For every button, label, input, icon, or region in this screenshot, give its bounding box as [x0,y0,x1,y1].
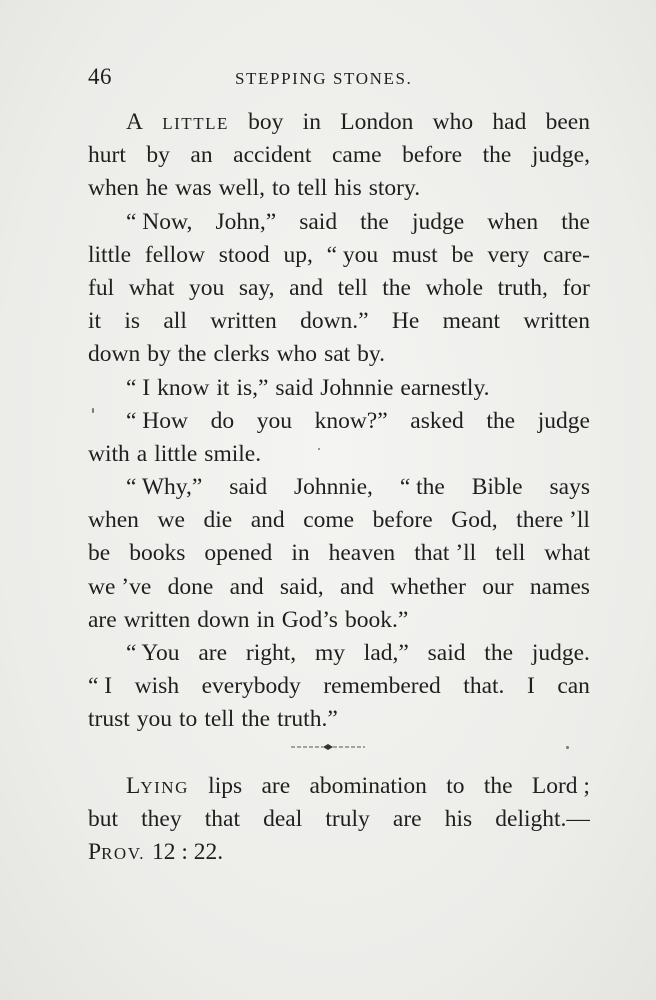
word: down [197,606,250,633]
word: come [303,507,355,534]
word: say, [238,274,275,301]
body-line [88,106,590,139]
word: to [271,175,291,202]
word: “ Why,” [126,474,203,501]
word: said, [279,573,324,600]
word: die [203,507,233,534]
word: all [163,308,187,335]
word: said [229,474,268,501]
print-speck [92,408,94,413]
word: stood [218,241,270,268]
word: opened [204,540,273,567]
word: God, [451,507,498,534]
word: book.” [344,606,409,633]
word: abomination [309,773,427,799]
running-head: STEPPING STONES. [235,69,413,88]
word: are [261,773,291,799]
verse-line [88,803,590,836]
word: and [339,573,374,600]
word: is [124,308,141,335]
word: judge. [531,640,590,666]
word: the [177,341,207,368]
word: London [340,109,414,135]
word: asked [410,407,464,434]
body-line [88,405,590,438]
word: John,” [215,208,277,235]
word: do [210,407,235,434]
word: must [391,241,438,268]
word: judge, [531,142,590,169]
word: He [391,308,420,335]
word: says [549,474,590,501]
word: my [314,640,345,666]
word: in [291,540,310,567]
body-line [88,305,590,338]
word: up, [283,241,313,268]
word: that ’ll [414,540,477,567]
word: God’s [281,606,338,633]
word: Bible [471,474,523,501]
word: remembered [323,673,441,700]
verse-line [88,770,590,803]
word: “ How [126,407,188,434]
word: 12 : 22. [152,839,224,866]
word: when [88,507,139,534]
print-speck [318,448,320,450]
word: but [88,806,119,833]
word: whole [425,274,484,301]
word: what [128,274,175,301]
word: care- [543,241,590,268]
word: we [157,507,185,534]
body-line [88,372,590,405]
word: written [210,308,277,335]
word: PROV. [88,839,146,866]
word: in [256,606,275,633]
word: accident [233,142,312,169]
word: you [136,706,173,733]
word: tell [495,540,526,567]
word: you [256,407,292,434]
word: sat [324,341,351,368]
word: tell [337,274,368,301]
word: is,” [236,374,269,401]
body-line [88,604,590,637]
word: Johnnie, [293,474,373,501]
word: are [392,806,422,833]
word: down [88,341,141,368]
word: by. [357,341,386,368]
body-line [88,571,590,604]
word: can [557,673,590,700]
word: said [299,208,338,235]
page-header [88,64,590,94]
word: came [331,142,382,169]
word: what [544,540,590,567]
word: tell [204,706,235,733]
scripture-verse [88,770,590,870]
word: LYING [126,773,189,799]
word: and [250,507,285,534]
word: when [487,208,539,235]
body-line [88,172,590,205]
word: to [179,706,198,733]
word: the [483,773,513,799]
word: the [241,706,271,733]
body-line [88,438,590,471]
word: earnestly. [400,374,490,401]
word: “ Now, [126,208,193,235]
word: LITTLE [162,114,229,133]
word: the [484,640,514,666]
word: little [154,440,198,467]
word: tell [297,175,328,202]
word: “ you [326,241,379,268]
body-line [88,537,590,570]
word: deal [263,806,303,833]
word: was [175,175,212,202]
word: who [276,341,318,368]
word: are [198,640,228,666]
word: well, [218,175,265,202]
word: be [451,241,474,268]
word: the [360,208,389,235]
word: who [432,109,474,135]
word: judge [537,407,590,434]
word: it [216,374,230,401]
word: meant [442,308,501,335]
body-line [88,338,590,371]
word: “ I [88,673,113,700]
word: his [444,806,473,833]
body-line [88,504,590,537]
verse-line [88,836,590,869]
word: I [526,673,535,700]
word: there ’ll [516,507,590,534]
word: fellow [144,241,205,268]
word: in [302,109,321,135]
word: whether [390,573,466,600]
word: truth, [497,274,548,301]
word: clerks [213,341,270,368]
word: truly [325,806,370,833]
body-line [88,703,590,736]
word: Lord ; [531,773,590,799]
body-line [88,139,590,172]
word: very [487,241,530,268]
word: know [157,374,210,401]
word: when [88,175,139,202]
word: Johnnie [320,374,394,401]
body-line [88,206,590,239]
body-line [88,637,590,670]
word: been [545,109,590,135]
word: and [229,573,264,600]
word: little [88,241,132,268]
word: books [129,540,186,567]
word: everybody [201,673,301,700]
section-divider-ornament [289,742,367,752]
word: “ the [399,474,445,501]
body-line [88,239,590,272]
word: ful [88,274,115,301]
word: that. [463,673,505,700]
word: by [146,142,170,169]
word: it [88,308,102,335]
word: heaven [328,540,396,567]
body-line [88,272,590,305]
word: and [289,274,324,301]
word: said [275,374,314,401]
word: done [167,573,214,600]
word: hurt [88,142,126,169]
word: a [136,440,148,467]
word: names [529,573,590,600]
print-speck [566,746,569,749]
word: trust [88,706,130,733]
word: our [482,573,514,600]
body-line [88,670,590,703]
word: the [382,274,411,301]
word: A [126,109,143,135]
word: boy [248,109,284,135]
word: the [561,208,590,235]
word: we ’ve [88,573,152,600]
word: story. [368,175,421,202]
word: before [372,507,433,534]
word: had [492,109,527,135]
page-number: 46 [88,64,112,89]
word: be [88,540,111,567]
word: know?” [314,407,388,434]
body-line [88,471,590,504]
word: right, [245,640,297,666]
word: lad,” [363,640,409,666]
word: by [147,341,171,368]
word: wish [134,673,180,700]
word: said [427,640,466,666]
word: before [402,142,463,169]
word: down.” [300,308,369,335]
word: his [334,175,362,202]
word: with [88,440,130,467]
word: lips [208,773,243,799]
story-text [88,106,590,737]
word: delight.— [495,806,590,833]
word: the [482,142,512,169]
word: you [188,274,225,301]
word: written [523,308,590,335]
word: written [123,606,191,633]
word: “ You [126,640,180,666]
word: to [446,773,465,799]
word: truth.” [277,706,338,733]
word: “ I [126,374,151,401]
word: are [88,606,117,633]
word: he [145,175,169,202]
word: judge [411,208,465,235]
word: smile. [204,440,262,467]
word: an [190,142,213,169]
word: for [562,274,590,301]
word: the [486,407,516,434]
word: that [204,806,240,833]
word: they [141,806,182,833]
